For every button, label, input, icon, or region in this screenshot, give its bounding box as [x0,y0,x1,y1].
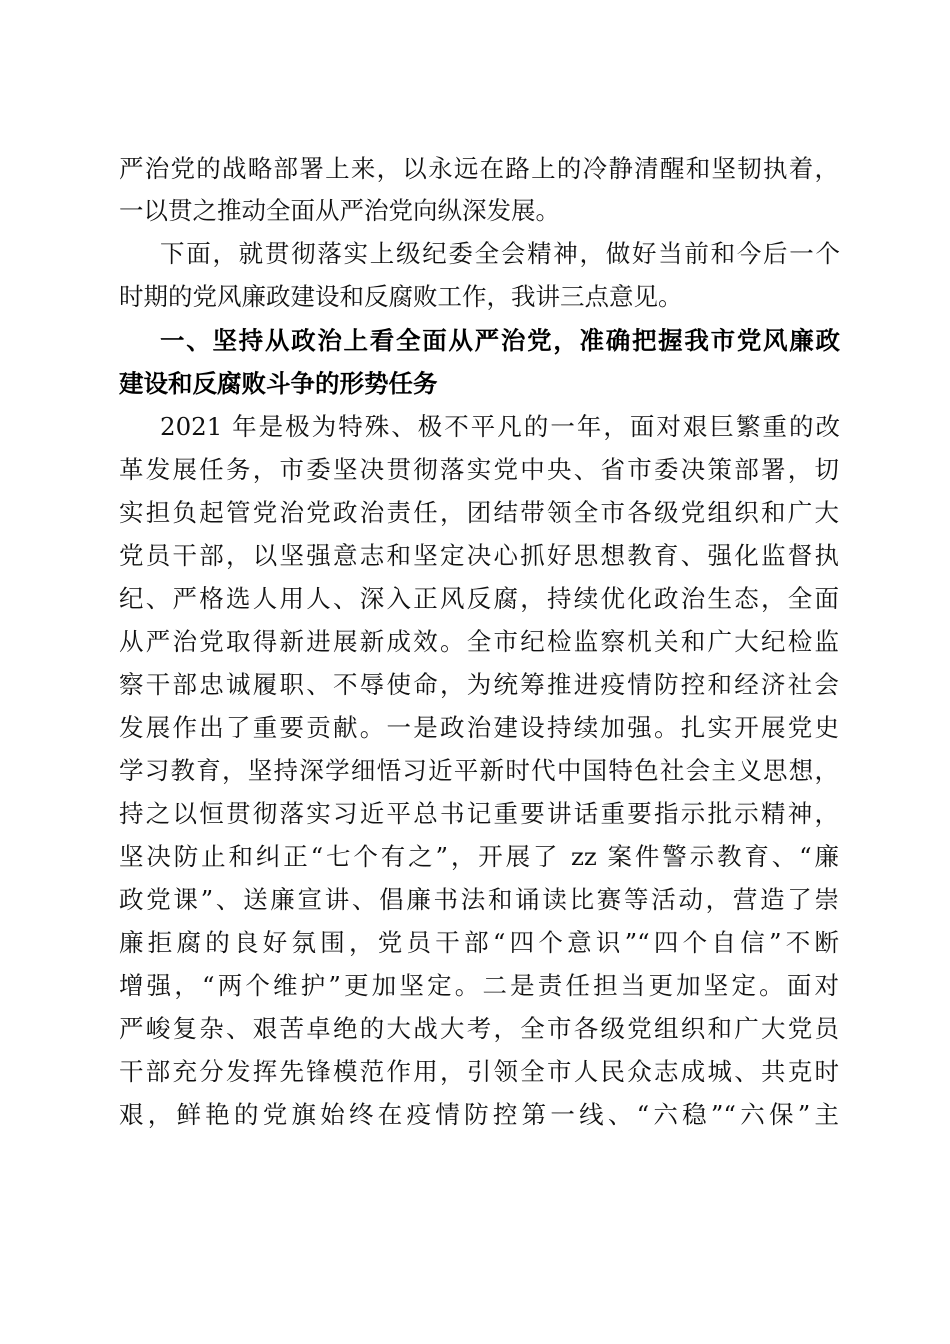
text-line: 时期的党风廉政建设和反腐败工作，我讲三点意见。 [119,282,683,311]
text-line: 发展作出了重要贡献。一是政治建设持续加强。扎实开展党史 [119,713,839,742]
text-line: 严治党的战略部署上来，以永远在路上的冷静清醒和坚韧执着， [119,154,839,183]
text-line: 增强，“两个维护”更加坚定。二是责任担当更加坚定。面对 [119,971,839,1000]
text-line: 下面，就贯彻落实上级纪委全会精神，做好当前和今后一个 [160,239,840,268]
text-line: 艰，鲜艳的党旗始终在疫情防控第一线、“六稳”“六保”主 [119,1100,839,1129]
text-line: 纪、严格选人用人、深入正风反腐，持续优化政治生态，全面 [119,584,839,613]
text-line: 学习教育，坚持深学细悟习近平新时代中国特色社会主义思想， [119,756,839,785]
text-line: 政党课”、送廉宣讲、倡廉书法和诵读比赛等活动，营造了崇 [119,885,839,914]
text-line: 革发展任务，市委坚决贯彻落实党中央、省市委决策部署，切 [119,455,839,484]
section-heading: 建设和反腐败斗争的形势任务 [119,369,438,398]
text-line: 实担负起管党治党政治责任，团结带领全市各级党组织和广大 [119,498,839,527]
text-line: 从严治党取得新进展新成效。全市纪检监察机关和广大纪检监 [119,627,839,656]
text-line: 2021 年是极为特殊、极不平凡的一年，面对艰巨繁重的改 [160,412,840,441]
text-line: 严峻复杂、艰苦卓绝的大战大考，全市各级党组织和广大党员 [119,1014,839,1043]
text-line: 一以贯之推动全面从严治党向纵深发展。 [119,196,560,225]
text-line: 持之以恒贯彻落实习近平总书记重要讲话重要指示批示精神， [119,799,839,828]
text-line: 党员干部，以坚强意志和坚定决心抓好思想教育、强化监督执 [119,541,839,570]
section-heading: 一、坚持从政治上看全面从严治党，准确把握我市党风廉政 [160,326,840,355]
text-line: 廉拒腐的良好氛围，党员干部“四个意识”“四个自信”不断 [119,928,839,957]
text-line: 干部充分发挥先锋模范作用，引领全市人民众志成城、共克时 [119,1057,839,1086]
text-line: 坚决防止和纠正“七个有之”，开展了 zz 案件警示教育、“廉 [119,842,839,871]
text-line: 察干部忠诚履职、不辱使命，为统筹推进疫情防控和经济社会 [119,670,839,699]
